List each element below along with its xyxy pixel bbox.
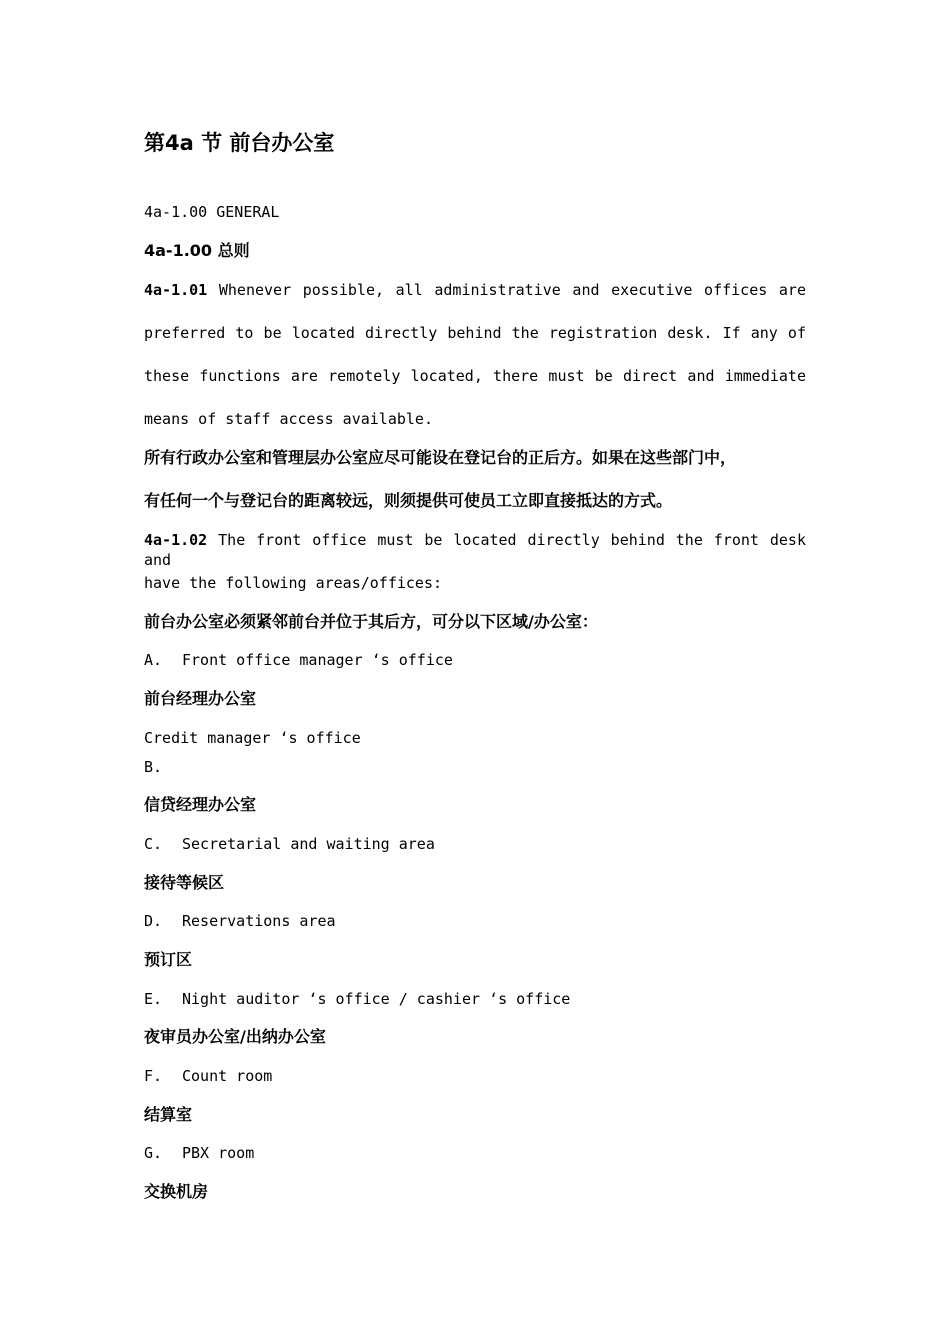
list-item-letter: G. (144, 1144, 163, 1162)
list-item-a (144, 650, 453, 670)
list-item-g (144, 1143, 254, 1163)
p102-line-2: have the following areas/offices: (144, 574, 443, 592)
list-item-letter: C. (144, 835, 163, 853)
list-item-e (144, 989, 570, 1009)
list-item-e-zh: 夜审员办公室/出纳办公室 (144, 1027, 326, 1046)
list-item-text: Count room (182, 1067, 273, 1085)
p101-zh-line-1: 所有行政办公室和管理层办公室应尽可能设在登记台的正后方。如果在这些部门中， (144, 448, 737, 467)
list-item-letter: E. (144, 990, 163, 1008)
list-item-text: Secretarial and waiting area (182, 835, 435, 853)
list-item-letter: F. (144, 1067, 163, 1085)
p101-line-1 (144, 280, 806, 300)
list-item-b-text: Credit manager ‘s office (144, 729, 361, 747)
p102-text-1: The front office must be located directly behind the front desk and (144, 531, 806, 569)
list-item-g-zh: 交换机房 (144, 1182, 209, 1201)
p101-zh-line-2: 有任何一个与登记台的距离较远，则须提供可使员工立即直接抵达的方式。 (144, 491, 673, 510)
list-item-f-zh: 结算室 (144, 1105, 193, 1124)
p101-line-4: means of staff access available. (144, 410, 433, 428)
list-item-text: Night auditor ‘s office / cashier ‘s office (182, 990, 571, 1008)
p101-number: 4a-1.01 (144, 281, 208, 299)
list-item-f (144, 1066, 272, 1086)
list-item-letter: D. (144, 912, 163, 930)
list-item-text: PBX room (182, 1144, 255, 1162)
list-item-a-zh: 前台经理办公室 (144, 689, 257, 708)
list-item-c (144, 834, 435, 854)
list-item-d (144, 911, 336, 931)
p101-line-3: these functions are remotely located, there must be direct and immediate (144, 367, 806, 385)
list-item-text: Reservations area (182, 912, 336, 930)
p101-text-1: Whenever possible, all administrative and executive offices are (218, 281, 806, 299)
p102-line-1 (144, 530, 806, 569)
p101-line-2: preferred to be located directly behind the registration desk. If any of (144, 324, 806, 342)
p102-number: 4a-1.02 (144, 531, 208, 549)
list-item-b-letter: B. (144, 758, 163, 776)
section-title: 第4a 节 前台办公室 (144, 131, 335, 155)
heading-zh: 4a-1.00 总则 (144, 241, 250, 260)
list-item-b-zh: 信贷经理办公室 (144, 795, 257, 814)
heading-en: 4a-1.00 GENERAL (144, 203, 280, 221)
list-item-d-zh: 预订区 (144, 950, 193, 969)
p102-zh: 前台办公室必须紧邻前台并位于其后方，可分以下区域/办公室： (144, 612, 598, 631)
list-item-text: Front office manager ‘s office (182, 651, 453, 669)
list-item-letter: A. (144, 651, 163, 669)
list-item-c-zh: 接待等候区 (144, 873, 225, 892)
